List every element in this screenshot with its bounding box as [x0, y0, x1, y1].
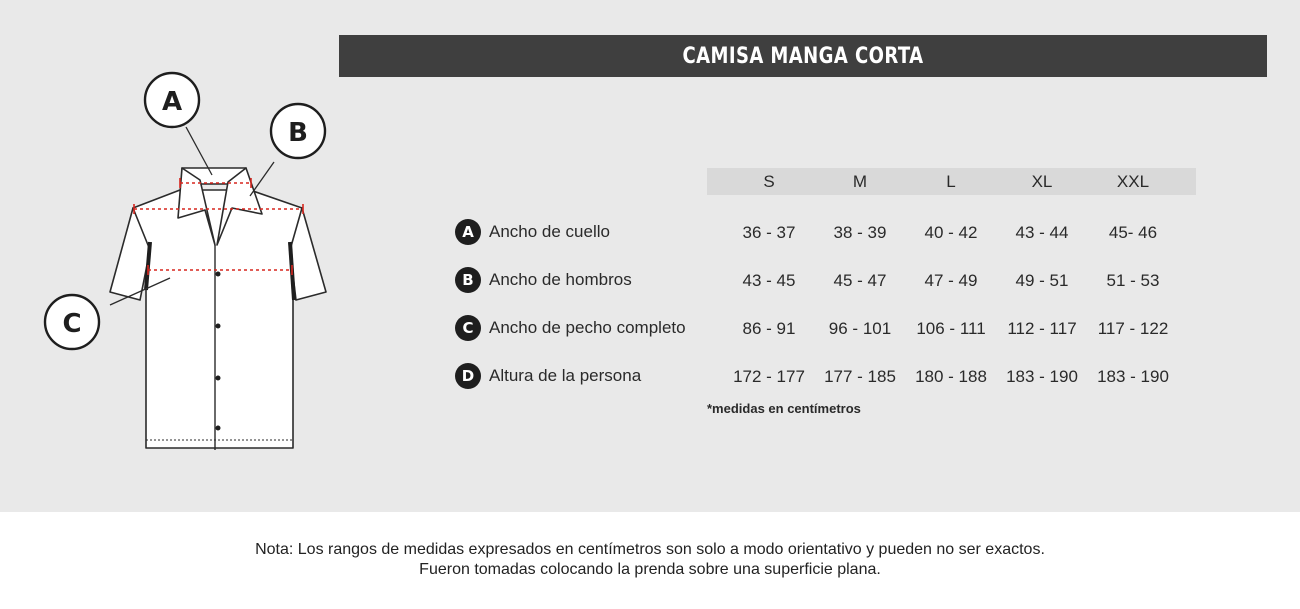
table-cell: 45 - 47 [833, 271, 887, 290]
footer-line-2: Fueron tomadas colocando la prenda sobre una superficie plana. [419, 561, 881, 578]
footer-note [0, 540, 1300, 580]
shirt-body-outline [133, 190, 302, 448]
table-cell: 43 - 45 [742, 271, 796, 290]
table-cell: 43 - 44 [1015, 223, 1069, 242]
table-cell: 47 - 49 [924, 271, 978, 290]
table-cell: 106 - 111 [916, 319, 986, 338]
row-label-text: Ancho de hombros [489, 270, 632, 289]
size-header-xl: XL [1031, 172, 1053, 191]
table-cell: 177 - 185 [824, 367, 896, 386]
table-cell: 172 - 177 [733, 367, 805, 386]
table-cell: 183 - 190 [1097, 367, 1169, 386]
badge-b: B [455, 267, 481, 293]
callout-b-letter: B [288, 118, 308, 148]
callout-c-letter: C [62, 309, 82, 339]
row-label-height [455, 363, 641, 389]
row-label-shoulders [455, 267, 632, 293]
row-label-text: Ancho de pecho completo [489, 318, 686, 337]
table-cell: 112 - 117 [1007, 319, 1077, 338]
table-cell: 183 - 190 [1006, 367, 1078, 386]
table-cell: 36 - 37 [742, 223, 796, 242]
callout-a-letter: A [161, 87, 183, 117]
page-title [339, 35, 1267, 77]
row-label-text: Altura de la persona [489, 366, 642, 385]
shirt-diagram [0, 0, 340, 480]
size-header-l: L [946, 172, 956, 191]
table-cell: 86 - 91 [742, 319, 796, 338]
table-cell: 45- 46 [1108, 223, 1158, 242]
page-title-text: CAMISA MANGA CORTA [682, 43, 924, 69]
row-label-chest [455, 315, 686, 341]
table-cell: 51 - 53 [1106, 271, 1160, 290]
table-cell: 38 - 39 [833, 223, 887, 242]
badge-a: A [455, 219, 481, 245]
size-header-m: M [852, 172, 868, 191]
units-note: *medidas en centímetros [707, 401, 861, 416]
table-cell: 49 - 51 [1015, 271, 1069, 290]
table-cell: 96 - 101 [828, 319, 892, 338]
footer-line-1: Nota: Los rangos de medidas expresados en centímetros son solo a modo orientativo y pueden no ser exactos. [255, 541, 1045, 558]
size-header-s: S [763, 172, 775, 191]
row-label-neck [455, 219, 610, 245]
table-cell: 117 - 122 [1097, 319, 1169, 338]
badge-c: C [455, 315, 481, 341]
row-label-text: Ancho de cuello [489, 222, 610, 241]
badge-d: D [455, 363, 481, 389]
table-cell: 180 - 188 [915, 367, 987, 386]
table-cell: 40 - 42 [924, 223, 978, 242]
size-header-xxl: XXL [1116, 172, 1150, 191]
